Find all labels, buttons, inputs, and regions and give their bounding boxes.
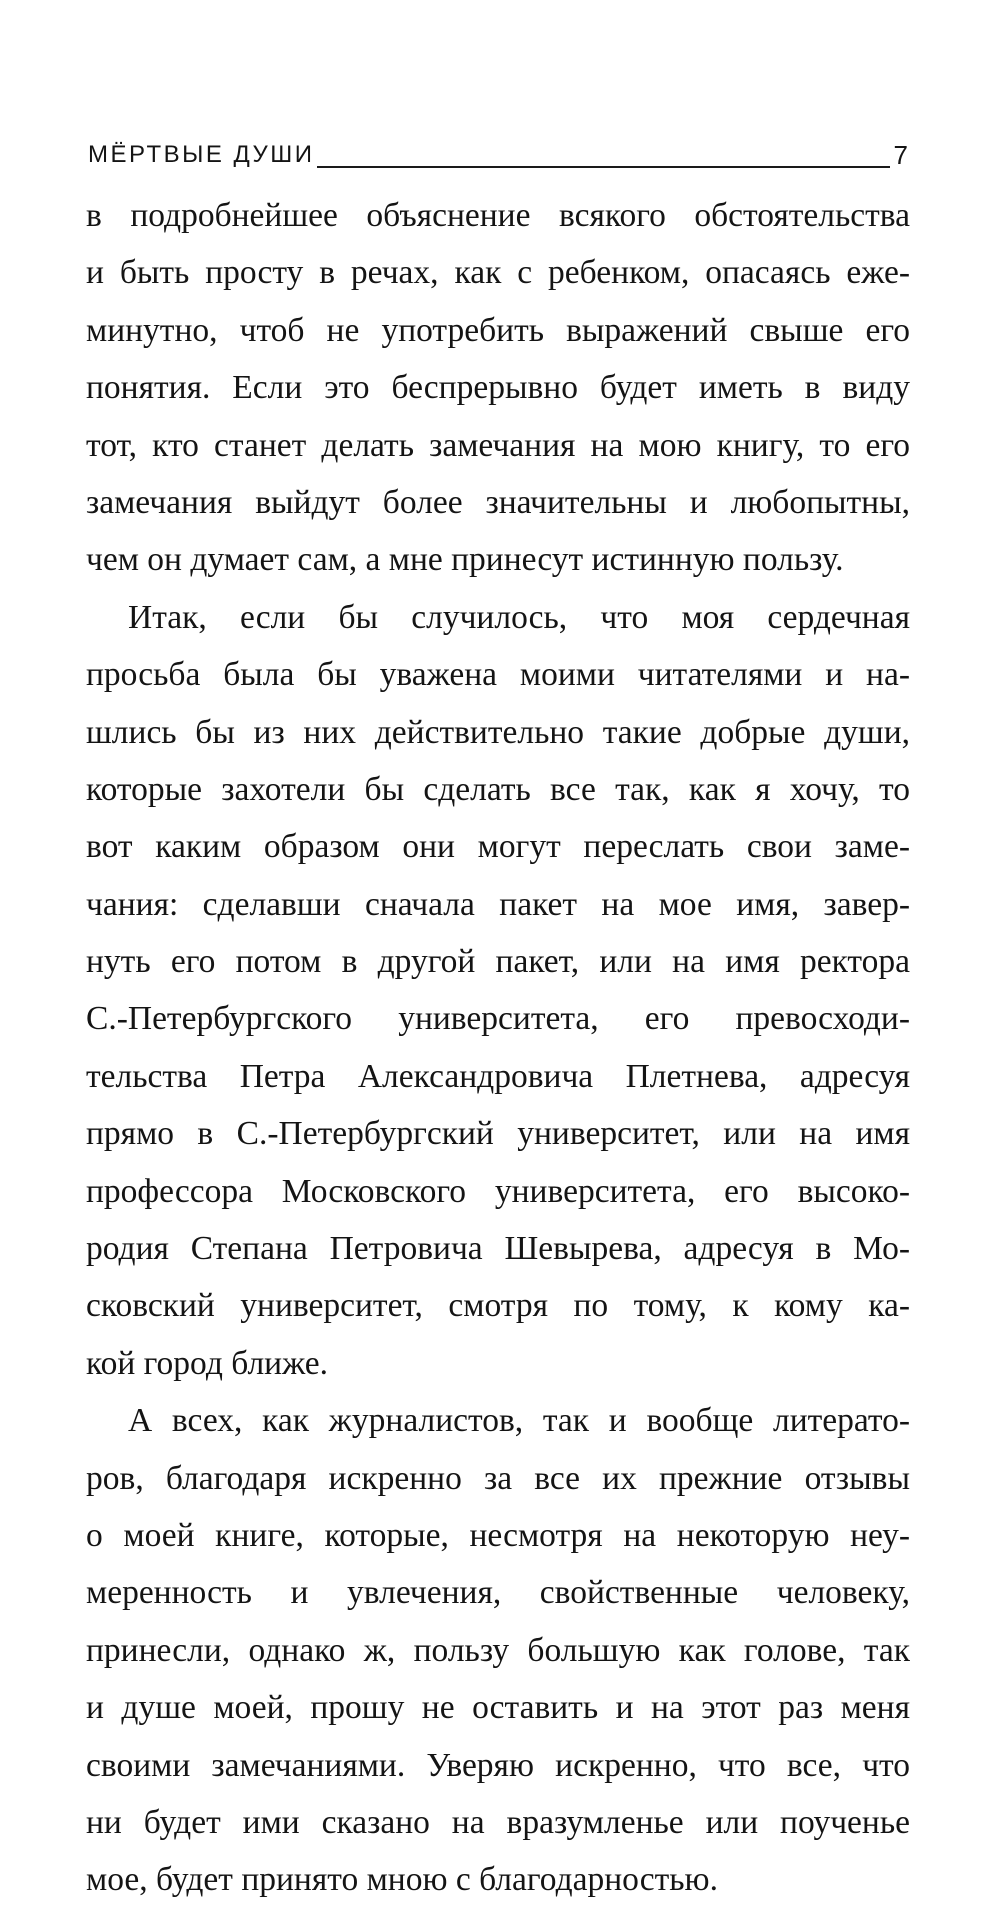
- text-line: чания: сделавши сначала пакет на мое имя, завер-: [86, 885, 910, 923]
- running-header: [88, 132, 908, 172]
- text-line: в подробнейшее объяснение всякого обстоятельства: [86, 197, 910, 234]
- text-line: принесли, однако ж, пользу большую как голове, так: [86, 1631, 910, 1669]
- text-line: минутно, чтоб не употребить выражений свыше его: [86, 311, 910, 349]
- page-number: 7: [893, 140, 908, 170]
- text-line: и быть просту в речах, как с ребенком, опасаясь еже-: [86, 254, 910, 292]
- text-line: и душе моей, прошу не оставить и на этот раз меня: [86, 1689, 910, 1727]
- text-line: своими замечаниями. Уверяю искренно, что все, что: [86, 1746, 910, 1784]
- running-title: МЁРТВЫЕ ДУШИ: [88, 141, 315, 168]
- text-line: Итак, если бы случилось, что моя сердечная: [128, 598, 910, 636]
- text-line: прямо в С.-Петербургский университет, или на имя: [86, 1115, 910, 1153]
- text-line: родия Степана Петровича Шевырева, адресуя в Мо-: [86, 1230, 910, 1268]
- body-text: [86, 187, 910, 1909]
- text-line: профессора Московского университета, его высоко-: [86, 1172, 910, 1210]
- text-line: кой город ближе.: [86, 1344, 329, 1382]
- text-line: А всех, как журналистов, так и вообще литерато-: [128, 1402, 910, 1440]
- text-line: мое, будет принято мною с благодарностью.: [86, 1861, 718, 1899]
- text-line: которые захотели бы сделать все так, как я хочу, то: [86, 770, 910, 808]
- text-line: шлись бы из них действительно такие добрые души,: [86, 713, 910, 751]
- text-line: о моей книге, которые, несмотря на некоторую неу-: [86, 1516, 910, 1554]
- text-line: чем он думает сам, а мне принесут истинную пользу.: [86, 541, 844, 579]
- text-line: ни будет ими сказано на вразумленье или поученье: [86, 1803, 910, 1841]
- text-line: просьба была бы уважена моими читателями и на-: [86, 656, 910, 694]
- text-line: меренность и увлечения, свойственные человеку,: [86, 1574, 910, 1612]
- text-line: вот каким образом они могут переслать свои заме-: [86, 828, 910, 866]
- text-line: нуть его потом в другой пакет, или на имя ректора: [86, 943, 910, 981]
- header-rule: [317, 166, 890, 168]
- text-line: понятия. Если это беспрерывно будет иметь в виду: [86, 369, 910, 407]
- text-line: сковский университет, смотря по тому, к кому ка-: [86, 1287, 910, 1325]
- text-line: тельства Петра Александровича Плетнева, адресуя: [86, 1057, 910, 1095]
- text-line: С.-Петербургского университета, его превосходи-: [86, 1000, 910, 1038]
- text-line: ров, благодаря искренно за все их прежние отзывы: [86, 1459, 910, 1497]
- text-line: замечания выйдут более значительны и любопытны,: [86, 483, 910, 521]
- text-line: тот, кто станет делать замечания на мою книгу, то его: [86, 426, 910, 464]
